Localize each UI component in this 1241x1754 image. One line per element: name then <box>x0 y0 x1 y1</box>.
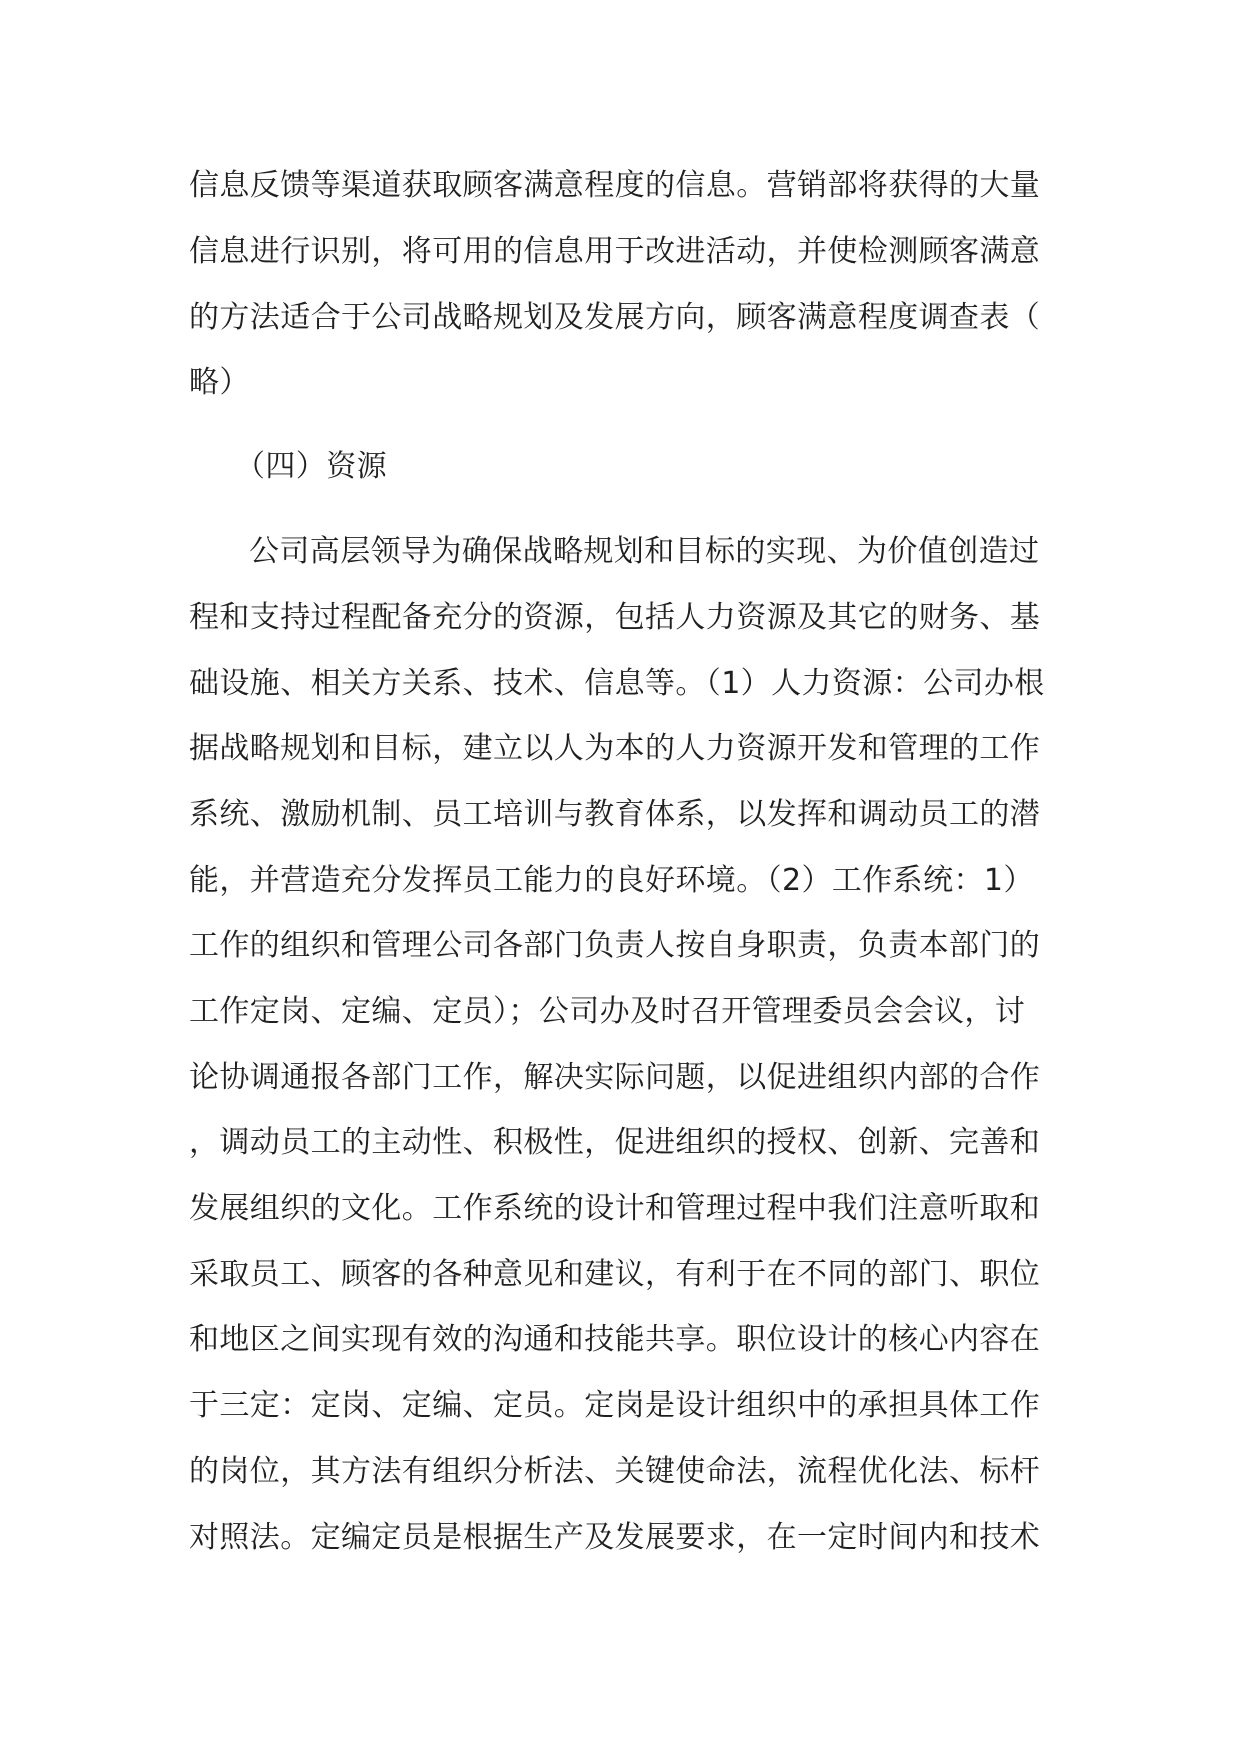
text-line: 和地区之间实现有效的沟通和技能共享。职位设计的核心内容在 <box>189 1322 1041 1357</box>
text-line: 据战略规划和目标，建立以人为本的人力资源开发和管理的工作 <box>189 731 1041 766</box>
text-line: 程和支持过程配备充分的资源，包括人力资源及其它的财务、基 <box>189 600 1041 635</box>
text-line: 公司高层领导为确保战略规划和目标的实现、为价值创造过 <box>249 534 1040 569</box>
text-line: 论协调通报各部门工作，解决实际问题，以促进组织内部的合作 <box>189 1060 1041 1095</box>
text-line: 于三定：定岗、定编、定员。定岗是设计组织中的承担具体工作 <box>189 1388 1041 1423</box>
text-line: 础设施、相关方关系、技术、信息等。（1）人力资源：公司办根 <box>189 666 1045 701</box>
section-heading: （四）资源 <box>235 449 387 484</box>
text-line: 工作的组织和管理公司各部门负责人按自身职责，负责本部门的 <box>189 928 1041 963</box>
text-line: 发展组织的文化。工作系统的设计和管理过程中我们注意听取和 <box>189 1191 1041 1226</box>
text-line: 信息反馈等渠道获取顾客满意程度的信息。营销部将获得的大量 <box>189 168 1041 203</box>
text-line: 的岗位，其方法有组织分析法、关键使命法，流程优化法、标杆 <box>189 1454 1041 1489</box>
text-line: 略） <box>189 365 250 400</box>
text-line: 信息进行识别，将可用的信息用于改进活动，并使检测顾客满意 <box>189 234 1041 269</box>
text-line: 能，并营造充分发挥员工能力的良好环境。（2）工作系统：1） <box>189 863 1034 898</box>
text-line: 对照法。定编定员是根据生产及发展要求，在一定时间内和技术 <box>189 1520 1041 1555</box>
text-line: 系统、激励机制、员工培训与教育体系，以发挥和调动员工的潜 <box>189 797 1041 832</box>
text-line: 采取员工、顾客的各种意见和建议，有利于在不同的部门、职位 <box>189 1257 1041 1292</box>
text-line: ，调动员工的主动性、积极性，促进组织的授权、创新、完善和 <box>189 1125 1041 1160</box>
text-line: 工作定岗、定编、定员）；公司办及时召开管理委员会会议，讨 <box>189 994 1026 1029</box>
text-line: 的方法适合于公司战略规划及发展方向，顾客满意程度调查表（ <box>189 300 1041 335</box>
